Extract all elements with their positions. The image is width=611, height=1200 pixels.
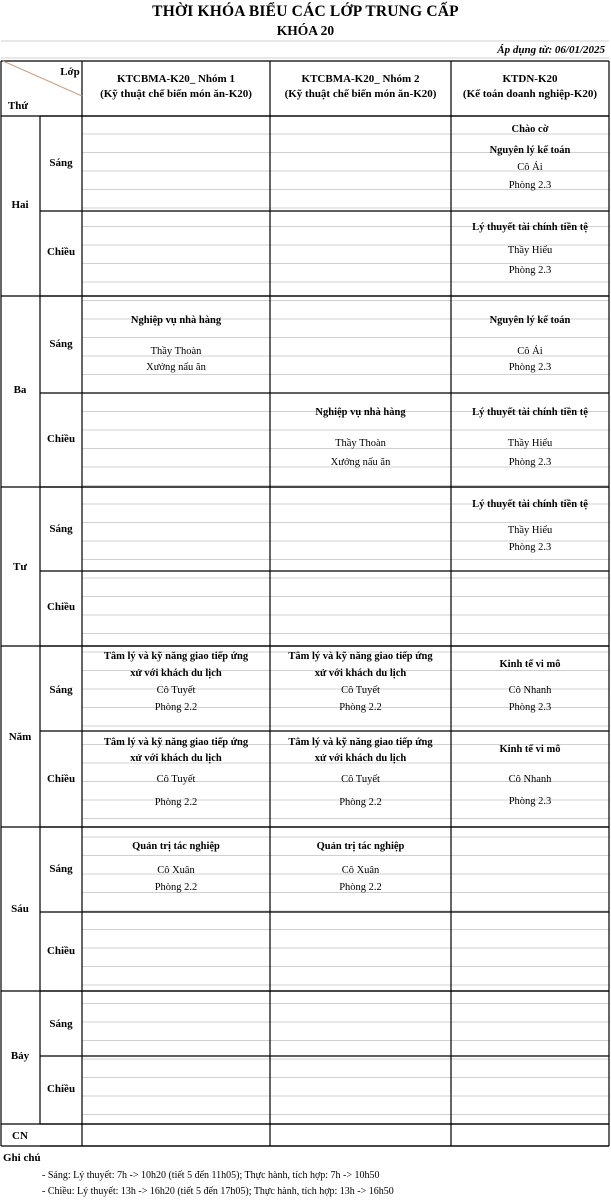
cell-text: Thầy Hiếu <box>507 245 553 256</box>
cell-text: Thầy Hiếu <box>507 438 553 449</box>
header-col3-name: KTDN-K20 <box>502 73 558 85</box>
cell-text: Nghiệp vụ nhà hàng <box>130 315 222 326</box>
cell-text: Lý thuyết tài chính tiền tệ <box>472 407 588 418</box>
cell-text: Thầy Thoàn <box>335 438 386 449</box>
cell-text: Cô Nhanh <box>508 774 552 785</box>
day-nam: Năm <box>8 731 32 743</box>
cell-text: Cô Ái <box>517 346 543 357</box>
cell-text: Phòng 2.3 <box>508 702 552 713</box>
cell-text: Phòng 2.3 <box>508 796 552 807</box>
cell-text: Nguyên lý kế toán <box>489 145 571 156</box>
session-chieu: Chiều <box>46 773 76 785</box>
header-thu-label: Thứ <box>7 100 29 112</box>
session-chieu: Chiều <box>46 945 76 957</box>
cell-text: Cô Tuyết <box>156 685 196 696</box>
cell-text: xử với khách du lịch <box>314 668 407 679</box>
cell-text: Thầy Hiếu <box>507 525 553 536</box>
cell-text: Cô Nhanh <box>508 685 552 696</box>
session-sang: Sáng <box>49 338 73 350</box>
day-tu: Tư <box>13 561 27 573</box>
cell-text: Quản trị tác nghiệp <box>316 841 405 852</box>
day-hai: Hai <box>11 199 29 211</box>
header-col1-name: KTCBMA-K20_ Nhóm 1 <box>117 73 235 85</box>
cell-text: Phòng 2.2 <box>154 882 198 893</box>
cell-text: Kinh tế vi mô <box>499 744 561 755</box>
session-chieu: Chiều <box>46 1083 76 1095</box>
cell-text: Thầy Thoàn <box>150 346 202 357</box>
session-chieu: Chiều <box>46 246 76 258</box>
cell-text: Phòng 2.2 <box>339 702 382 713</box>
cell-text: Tâm lý và kỹ năng giao tiếp ứng <box>288 651 433 662</box>
notes-label: Ghi chú <box>3 1152 41 1164</box>
cell-text: Tâm lý và kỹ năng giao tiếp ứng <box>103 651 249 662</box>
applied-date: Áp dụng từ: 06/01/2025 <box>497 44 605 56</box>
cell-text: Phòng 2.3 <box>508 457 552 468</box>
session-sang: Sáng <box>49 157 73 169</box>
session-sang: Sáng <box>49 1018 73 1030</box>
header-col2-desc: (Kỹ thuật chế biến món ăn-K20) <box>284 88 437 100</box>
day-sau: Sáu <box>11 903 29 915</box>
cell-text: Cô Xuân <box>157 865 195 876</box>
header-col3-desc: (Kế toán doanh nghiệp-K20) <box>462 88 598 100</box>
header-col2-name: KTCBMA-K20_ Nhóm 2 <box>301 73 420 85</box>
cell-text: xử với khách du lịch <box>130 753 222 764</box>
cell-text: Tâm lý và kỹ năng giao tiếp ứng <box>288 737 433 748</box>
cell-text: Kinh tế vi mô <box>499 659 561 670</box>
notes-chieu: - Chiều: Lý thuyết: 13h -> 16h20 (tiết 5 đến 17h05); Thực hành, tích hợp: 13h -> 16h50 <box>42 1186 394 1197</box>
cell-text: Lý thuyết tài chính tiền tệ <box>472 499 588 510</box>
cell-text: Cô Tuyết <box>341 685 380 696</box>
page-subtitle: KHÓA 20 <box>276 23 335 38</box>
cell-text: Phòng 2.2 <box>339 882 382 893</box>
cell-text: Phòng 2.2 <box>339 797 382 808</box>
cell-text: Cô Ái <box>517 162 543 173</box>
cell-text: Xưởng nấu ăn <box>330 457 391 468</box>
cell-text: Nghiệp vụ nhà hàng <box>315 407 406 418</box>
day-ba: Ba <box>13 384 27 396</box>
cell-text: Lý thuyết tài chính tiền tệ <box>472 222 588 233</box>
session-sang: Sáng <box>49 684 73 696</box>
cell-text: Phòng 2.3 <box>508 362 552 373</box>
cell-text: Phòng 2.3 <box>508 180 552 191</box>
day-cn: CN <box>12 1130 28 1142</box>
session-chieu: Chiều <box>46 433 76 445</box>
cell-text: Cô Xuân <box>341 865 380 876</box>
header-col1-desc: (Kỹ thuật chế biến món ăn-K20) <box>100 88 252 100</box>
session-sang: Sáng <box>49 863 73 875</box>
cell-text: xử với khách du lịch <box>314 753 407 764</box>
cell-text: Cô Tuyết <box>341 774 380 785</box>
cell-text: Tâm lý và kỹ năng giao tiếp ứng <box>103 737 249 748</box>
cell-text: Phòng 2.3 <box>508 265 552 276</box>
cell-text: Cô Tuyết <box>156 774 196 785</box>
cell-text: Nguyên lý kế toán <box>489 315 571 326</box>
cell-text: Chào cờ <box>511 124 549 135</box>
page-title: THỜI KHÓA BIỂU CÁC LỚP TRUNG CẤP <box>152 3 459 20</box>
cell-text: Quản trị tác nghiệp <box>132 841 220 852</box>
session-sang: Sáng <box>49 523 73 535</box>
header-lop-label: Lớp <box>60 66 80 78</box>
cell-text: Phòng 2.2 <box>154 702 198 713</box>
notes-sang: - Sáng: Lý thuyết: 7h -> 10h20 (tiết 5 đến 11h05); Thực hành, tích hợp: 7h -> 10h50 <box>42 1170 380 1181</box>
day-bay: Bảy <box>10 1050 30 1062</box>
session-chieu: Chiều <box>46 601 76 613</box>
cell-text: Phòng 2.3 <box>508 542 552 553</box>
cell-text: Phòng 2.2 <box>154 797 198 808</box>
cell-text: xử với khách du lịch <box>130 668 222 679</box>
cell-text: Xưởng nấu ăn <box>146 362 206 373</box>
